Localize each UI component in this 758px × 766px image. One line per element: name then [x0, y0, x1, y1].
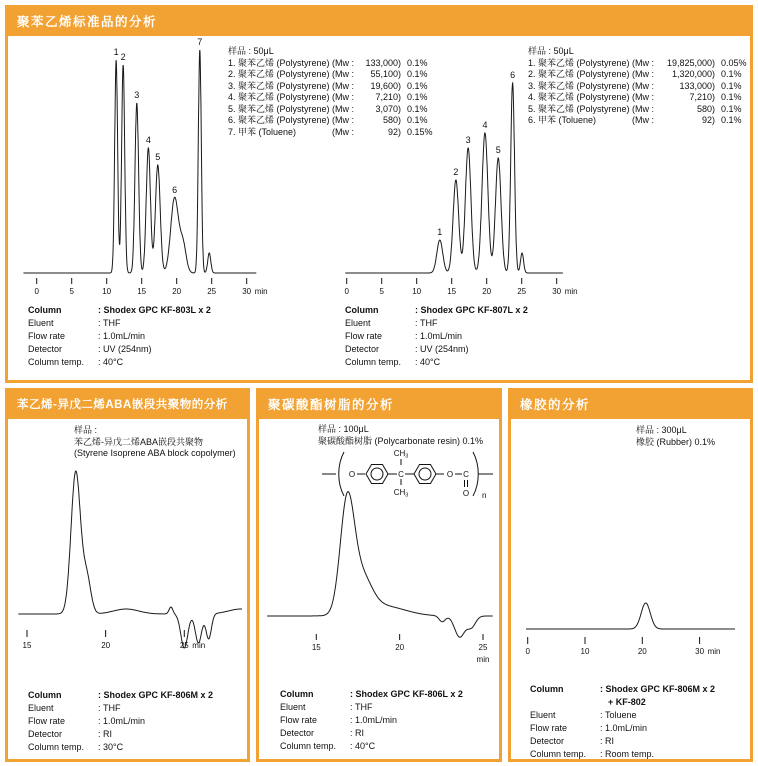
condition-value: : THF: [350, 702, 373, 712]
condition-value: : THF: [98, 703, 121, 713]
svg-text:C: C: [398, 470, 404, 479]
condition-value: : THF: [98, 318, 121, 328]
condition-label: Flow rate: [345, 331, 383, 341]
standard-concentration: 0.1%: [721, 103, 742, 114]
standard-mw: (Mw : 1,320,000): [632, 69, 715, 79]
axis-tick-label: 5: [379, 287, 384, 296]
condition-row: [280, 740, 463, 753]
sample-volume: 样品 : 50μL: [528, 46, 574, 56]
condition-label: Column: [28, 690, 62, 700]
standard-concentration: 0.1%: [407, 103, 428, 114]
condition-value: : Shodex GPC KF-807L x 2: [415, 305, 528, 315]
sample-line: 聚碳酸酯树脂 (Polycarbonate resin) 0.1%: [318, 435, 484, 446]
peak-number-label: 2: [120, 52, 126, 62]
condition-row: [28, 330, 211, 343]
condition-label: Detector: [530, 736, 565, 746]
axis-tick-label: 20: [482, 287, 492, 296]
condition-value: : Shodex GPC KF-803L x 2: [98, 305, 211, 315]
axis-tick-label: 25: [517, 287, 527, 296]
condition-value: : 1.0mL/min: [98, 331, 146, 341]
standard-name: 1. 聚苯乙烯 (Polystyrene): [528, 57, 630, 68]
condition-label: Column temp.: [345, 357, 402, 367]
peak-number-label: 2: [453, 167, 459, 177]
standard-mw: (Mw : 3,070): [332, 103, 401, 114]
standard-mw: (Mw : 7,210): [632, 92, 715, 102]
condition-value: : THF: [415, 318, 438, 328]
standard-concentration: 0.1%: [407, 80, 428, 91]
methyl-group-label: CH3: [393, 449, 409, 460]
condition-label: Flow rate: [28, 331, 66, 341]
peak-number-label: 4: [145, 135, 151, 145]
panel-title: 苯乙烯-异戊二烯ABA嵌段共聚物的分析: [8, 391, 247, 419]
panel-polystyrene-standards: [5, 5, 753, 383]
panel-title: 聚碳酸酯树脂的分析: [259, 391, 499, 419]
trace: [526, 603, 735, 629]
axis-unit-label: min: [254, 287, 268, 296]
peak-number-label: 1: [113, 47, 119, 57]
condition-row: [28, 715, 213, 728]
condition-value: : 1.0mL/min: [98, 716, 146, 726]
standard-name: 5. 聚苯乙烯 (Polystyrene): [228, 103, 330, 114]
condition-row: [280, 688, 463, 701]
standard-row: [528, 81, 747, 93]
condition-label: Eluent: [28, 703, 54, 713]
standard-mw: (Mw : 55,100): [332, 69, 401, 79]
condition-row: [28, 741, 213, 754]
sample-line: (Styrene Isoprene ABA block copolymer): [74, 448, 236, 458]
condition-value: : UV (254nm): [415, 344, 469, 354]
condition-value: : RI: [98, 729, 113, 739]
panel-title: 聚苯乙烯标准品的分析: [8, 8, 750, 36]
sample-line: 样品 : 100μL: [318, 424, 369, 434]
standard-row: [528, 92, 747, 104]
panel-aba-copolymer: [5, 388, 250, 762]
standard-row: [528, 115, 747, 127]
conditions-aba: [28, 689, 213, 754]
standard-mw: (Mw : 92): [332, 126, 401, 137]
standard-name: 2. 聚苯乙烯 (Polystyrene): [228, 69, 330, 79]
standard-name: 7. 甲苯 (Toluene): [228, 126, 297, 137]
sample-description: [74, 425, 236, 460]
condition-row: [345, 304, 528, 317]
standard-name: 1. 聚苯乙烯 (Polystyrene): [228, 57, 330, 68]
condition-label: Column temp.: [28, 742, 85, 752]
standard-concentration: 0.15%: [407, 126, 433, 137]
condition-row: [28, 689, 213, 702]
condition-row: [28, 317, 211, 330]
svg-text:C: C: [463, 470, 469, 479]
axis-tick-label: 15: [137, 287, 147, 296]
peak-number-label: 3: [465, 135, 471, 145]
svg-text:O: O: [462, 489, 470, 498]
condition-row: [345, 330, 528, 343]
axis-tick-label: 30: [695, 647, 705, 656]
condition-row: [28, 728, 213, 741]
axis-tick-label: 20: [172, 287, 182, 296]
standard-name: 3. 聚苯乙烯 (Polystyrene): [528, 80, 630, 91]
condition-value: : 1.0mL/min: [415, 331, 463, 341]
condition-label: Eluent: [28, 318, 54, 328]
condition-value: : RI: [350, 728, 365, 738]
condition-label: Eluent: [280, 702, 306, 712]
condition-label: Flow rate: [530, 723, 568, 733]
trace: [23, 50, 256, 273]
chromatogram-polycarbonate: [262, 490, 497, 680]
condition-row: [530, 683, 715, 709]
condition-row: [345, 317, 528, 330]
axis-tick-label: 0: [34, 287, 39, 296]
condition-row: [345, 343, 528, 356]
standard-mw: (Mw : 580): [332, 115, 401, 125]
condition-value: : 30°C: [98, 742, 124, 752]
axis-tick-label: 15: [311, 643, 321, 652]
standard-mw: (Mw : 7,210): [332, 92, 401, 102]
standard-name: 6. 甲苯 (Toluene): [528, 115, 597, 125]
peak-number-label: 7: [197, 37, 203, 47]
sample-line: 样品 :: [74, 425, 98, 435]
condition-value: : Room temp.: [600, 749, 655, 759]
trace: [18, 471, 242, 648]
svg-text:n: n: [482, 491, 487, 500]
axis-tick-label: 10: [102, 287, 112, 296]
peak-number-label: 1: [437, 227, 443, 237]
condition-row: [530, 735, 715, 748]
axis-tick-label: 30: [552, 287, 562, 296]
axis-tick-label: 15: [22, 641, 32, 650]
condition-row: [345, 356, 528, 369]
condition-value: : 1.0mL/min: [600, 723, 648, 733]
peak-number-label: 5: [155, 152, 161, 162]
standard-name: 6. 聚苯乙烯 (Polystyrene): [228, 115, 330, 125]
conditions-kf803l: [28, 304, 211, 369]
standard-row: [528, 69, 747, 81]
condition-row: [28, 304, 211, 317]
standard-name: 3. 聚苯乙烯 (Polystyrene): [228, 80, 330, 91]
chromatogram-rubber: [515, 560, 750, 665]
axis-tick-label: 10: [412, 287, 422, 296]
sample-line: 苯乙烯-异戊二烯ABA嵌段共聚物: [74, 436, 204, 447]
condition-row: [530, 722, 715, 735]
sample-line: 样品 : 300μL: [636, 425, 687, 435]
standard-mw: (Mw : 19,825,000): [632, 57, 715, 68]
axis-tick-label: 15: [447, 287, 457, 296]
standard-row: [528, 104, 747, 116]
standard-concentration: 0.1%: [407, 69, 428, 79]
chromatogram-aba: [8, 460, 246, 658]
axis-tick-label: 25: [478, 643, 488, 652]
axis-tick-label: 30: [242, 287, 252, 296]
standard-concentration: 0.1%: [721, 69, 742, 79]
condition-label: Eluent: [530, 710, 556, 720]
condition-label: Eluent: [345, 318, 371, 328]
axis-tick-label: 20: [395, 643, 405, 652]
condition-label: Column temp.: [280, 741, 337, 751]
axis-tick-label: 20: [637, 647, 647, 656]
standard-mw: (Mw : 580): [632, 103, 715, 114]
panel-title: 橡胶的分析: [511, 391, 750, 419]
condition-label: Detector: [28, 729, 63, 739]
standard-concentration: 0.1%: [721, 115, 742, 125]
conditions-rubber: [530, 683, 715, 761]
peak-number-label: 6: [510, 70, 516, 80]
conditions-kf807l: [345, 304, 528, 369]
sample-description: [318, 424, 483, 447]
sample-description: [636, 425, 715, 448]
condition-label: Column: [280, 689, 314, 699]
condition-label: Flow rate: [280, 715, 318, 725]
standard-name: 2. 聚苯乙烯 (Polystyrene): [528, 69, 630, 79]
standard-name: 5. 聚苯乙烯 (Polystyrene): [528, 103, 630, 114]
condition-label: Column: [530, 684, 564, 694]
condition-value: : UV (254nm): [98, 344, 152, 354]
panel-rubber: [508, 388, 753, 762]
axis-tick-label: 10: [580, 647, 590, 656]
condition-value: : 40°C: [415, 357, 441, 367]
conditions-polycarbonate: [280, 688, 463, 753]
peak-number-label: 6: [172, 185, 178, 195]
condition-row: [280, 701, 463, 714]
sample-line: 橡胶 (Rubber) 0.1%: [636, 436, 716, 447]
standard-name: 4. 聚苯乙烯 (Polystyrene): [228, 92, 330, 102]
standard-concentration: 0.1%: [721, 92, 742, 102]
axis-tick-label: 20: [101, 641, 111, 650]
methyl-group-label: CH3: [393, 488, 409, 499]
sample-volume: 样品 : 50μL: [228, 46, 274, 56]
peak-number-label: 4: [482, 120, 488, 130]
standard-concentration: 0.1%: [407, 115, 428, 125]
peak-number-label: 3: [134, 90, 140, 100]
condition-value: : Shodex GPC KF-806M x 2 + KF-802: [600, 684, 716, 707]
standard-concentration: 0.1%: [721, 80, 742, 91]
condition-value: : Toluene: [600, 710, 637, 720]
condition-label: Column: [28, 305, 62, 315]
condition-label: Detector: [28, 344, 63, 354]
condition-value: : RI: [600, 736, 615, 746]
condition-value: : Shodex GPC KF-806L x 2: [350, 689, 463, 699]
condition-label: Column temp.: [530, 749, 587, 759]
svg-text:O: O: [446, 470, 454, 479]
axis-unit-label: min: [192, 641, 206, 650]
axis-tick-label: 5: [69, 287, 74, 296]
peak-number-label: 5: [495, 145, 501, 155]
standard-name: 4. 聚苯乙烯 (Polystyrene): [528, 92, 630, 102]
condition-row: [280, 727, 463, 740]
axis-unit-label: min: [564, 287, 578, 296]
axis-tick-label: 0: [344, 287, 349, 296]
standard-mw: (Mw : 133,000): [632, 80, 715, 91]
standard-concentration: 0.1%: [407, 57, 428, 68]
condition-row: [280, 714, 463, 727]
condition-label: Detector: [280, 728, 315, 738]
standard-row: [528, 58, 747, 70]
condition-value: : 1.0mL/min: [350, 715, 398, 725]
standard-concentration: 0.05%: [721, 57, 747, 68]
standard-mw: (Mw : 19,600): [332, 80, 401, 91]
axis-unit-label: min: [707, 647, 721, 656]
condition-row: [530, 748, 715, 761]
condition-label: Column: [345, 305, 379, 315]
condition-row: [28, 356, 211, 369]
condition-row: [28, 343, 211, 356]
condition-value: : 40°C: [350, 741, 376, 751]
standard-mw: (Mw : 133,000): [332, 57, 401, 68]
condition-row: [28, 702, 213, 715]
trace: [267, 492, 493, 638]
standard-concentration: 0.1%: [407, 92, 428, 102]
panel-polycarbonate: [256, 388, 502, 762]
condition-row: [530, 709, 715, 722]
axis-tick-label: 0: [525, 647, 530, 656]
condition-value: : Shodex GPC KF-806M x 2: [98, 690, 214, 700]
svg-text:O: O: [348, 470, 356, 479]
condition-label: Flow rate: [28, 716, 66, 726]
legend-kf807l: [528, 46, 747, 127]
axis-tick-label: 25: [179, 641, 189, 650]
axis-tick-label: 25: [207, 287, 217, 296]
condition-label: Column temp.: [28, 357, 85, 367]
condition-label: Detector: [345, 344, 380, 354]
standard-mw: (Mw : 92): [632, 115, 715, 125]
condition-value: : 40°C: [98, 357, 124, 367]
axis-unit-label: min: [476, 655, 490, 664]
